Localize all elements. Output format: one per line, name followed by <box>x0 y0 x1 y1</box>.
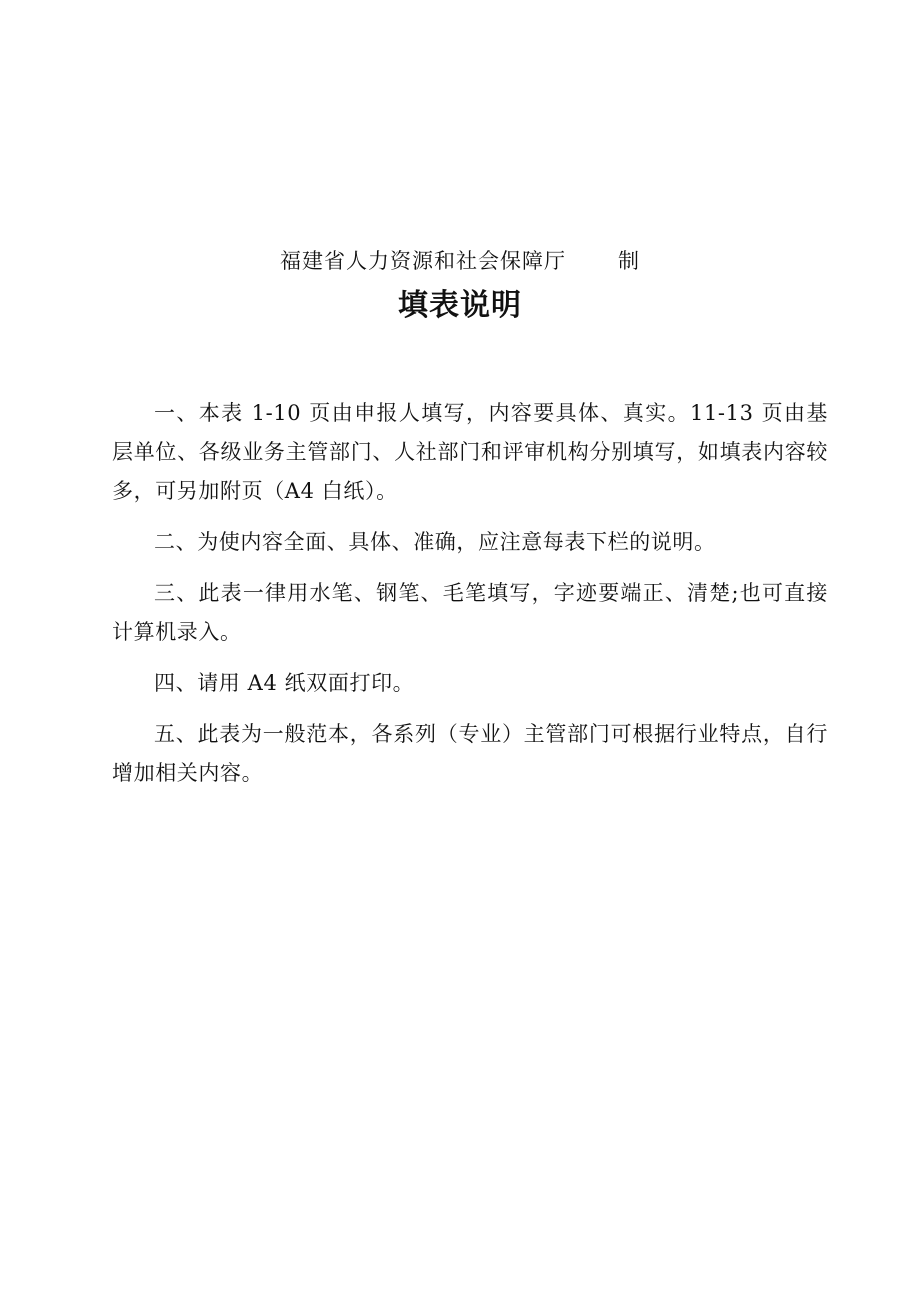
instruction-item-2: 二、为使内容全面、具体、准确，应注意每表下栏的说明。 <box>154 530 716 554</box>
issuer-line <box>0 246 920 276</box>
instructions-body <box>112 394 828 805</box>
instruction-item-4: 四、请用 A4 纸双面打印。 <box>154 671 415 695</box>
issuer-name: 福建省人力资源和社会保障厅 <box>280 249 566 273</box>
page-title: 填表说明 <box>398 288 522 323</box>
issuer-suffix: 制 <box>618 249 640 273</box>
instruction-item-3: 三、此表一律用水笔、钢笔、毛笔填写，字迹要端正、清楚;也可直接计算机录入。 <box>112 581 828 644</box>
instruction-item-5: 五、此表为一般范本，各系列（专业）主管部门可根据行业特点，自行增加相关内容。 <box>112 722 828 785</box>
instruction-item-1: 一、本表 1-10 页由申报人填写，内容要具体、真实。11-13 页由基层单位、各级业务主管部门、人社部门和评审机构分别填写，如填表内容较多，可另加附页（A4 白纸）。 <box>112 401 828 503</box>
